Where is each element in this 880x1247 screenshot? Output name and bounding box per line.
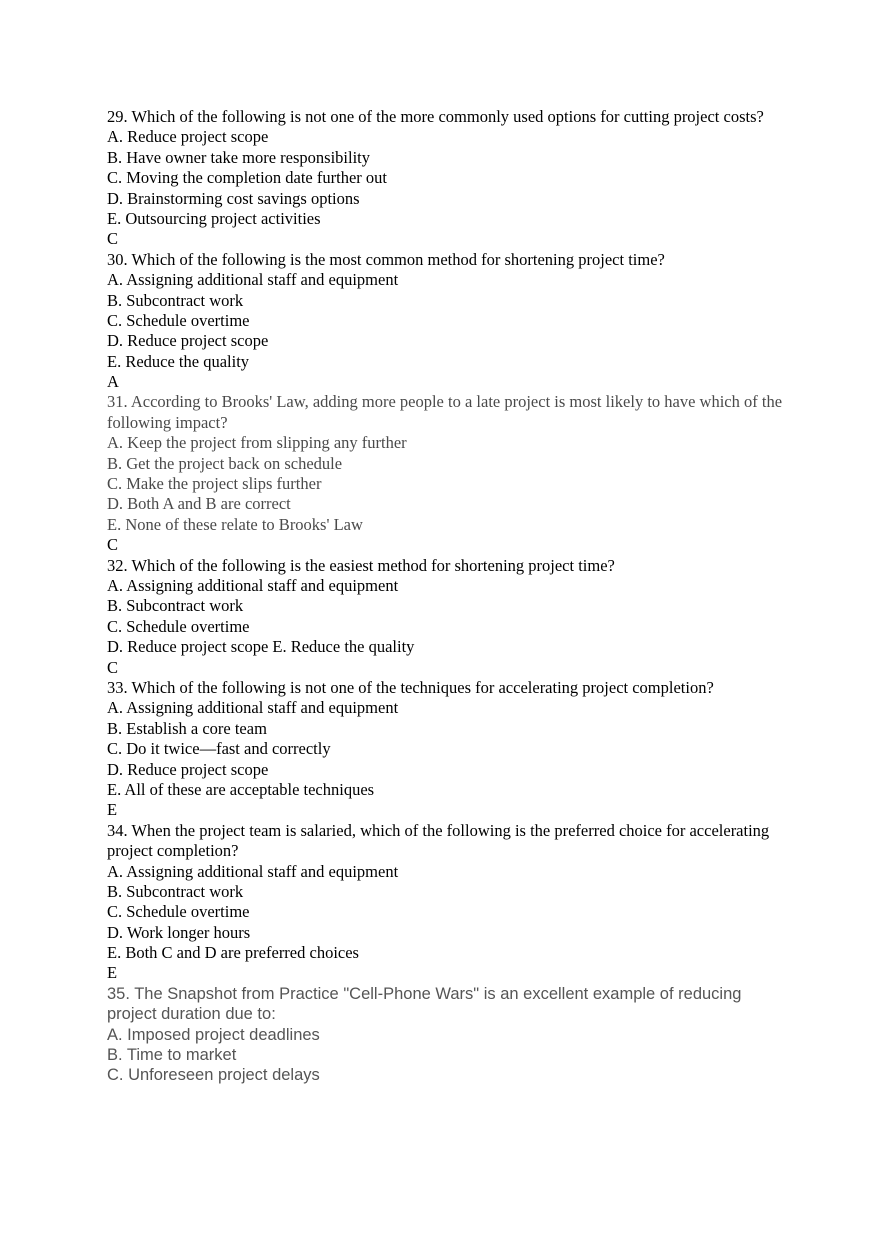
answer-option: C. Schedule overtime	[107, 310, 250, 330]
answer-option: A. Assigning additional staff and equipment	[107, 698, 399, 718]
answer-option: E. None of these relate to Brooks' Law	[107, 514, 363, 534]
answer-option: E. All of these are acceptable techniques	[107, 779, 375, 799]
answer-option: C. Do it twice—fast and correctly	[107, 739, 331, 759]
answer-option: B. Subcontract work	[107, 596, 244, 616]
correct-answer: C	[107, 657, 119, 677]
answer-option: C. Schedule overtime	[107, 902, 250, 922]
question-block-32	[107, 556, 787, 678]
answer-option: A. Assigning additional staff and equipment	[107, 576, 399, 596]
answer-option: D. Reduce project scope	[107, 759, 269, 779]
answer-option: D. Reduce project scope	[107, 331, 269, 351]
question-block-30	[107, 250, 787, 393]
answer-option: A. Keep the project from slipping any further	[107, 433, 407, 453]
document-page	[107, 107, 787, 1086]
question-block-29	[107, 107, 787, 250]
question-block-35	[107, 984, 787, 1086]
correct-answer: C	[107, 229, 119, 249]
answer-option: B. Subcontract work	[107, 290, 244, 310]
question-text: 35. The Snapshot from Practice "Cell-Phone Wars" is an excellent example of reducing project duration due to:	[107, 984, 742, 1024]
question-text: 30. Which of the following is the most common method for shortening project time?	[107, 249, 665, 269]
answer-option: C. Make the project slips further	[107, 474, 322, 494]
question-text: 29. Which of the following is not one of the more commonly used options for cutting project costs?	[107, 107, 764, 126]
correct-answer: E	[107, 800, 118, 820]
answer-option: D. Both A and B are correct	[107, 494, 291, 514]
answer-option: C. Schedule overtime	[107, 616, 250, 636]
answer-option: A. Imposed project deadlines	[107, 1025, 320, 1044]
question-text: 33. Which of the following is not one of the techniques for accelerating project completion?	[107, 677, 714, 697]
answer-option: C. Moving the completion date further out	[107, 168, 387, 188]
answer-option: E. Reduce the quality	[107, 351, 250, 371]
answer-option: B. Subcontract work	[107, 881, 244, 901]
answer-option: D. Reduce project scope E. Reduce the quality	[107, 637, 415, 657]
correct-answer: C	[107, 535, 119, 555]
answer-option: B. Have owner take more responsibility	[107, 147, 371, 167]
question-text: 32. Which of the following is the easiest method for shortening project time?	[107, 555, 615, 575]
question-block-33	[107, 678, 787, 821]
question-text: 34. When the project team is salaried, which of the following is the preferred choice for accelerating project completion?	[107, 820, 770, 861]
question-text: 31. According to Brooks' Law, adding more people to a late project is most likely to have which of the following impact?	[107, 392, 783, 432]
answer-option: A. Assigning additional staff and equipment	[107, 270, 399, 290]
answer-option: C. Unforeseen project delays	[107, 1066, 320, 1085]
answer-option: D. Brainstorming cost savings options	[107, 188, 360, 208]
answer-option: E. Both C and D are preferred choices	[107, 943, 359, 963]
answer-option: B. Get the project back on schedule	[107, 453, 343, 473]
answer-option: B. Time to market	[107, 1046, 237, 1065]
question-block-31	[107, 392, 787, 555]
answer-option: A. Assigning additional staff and equipment	[107, 861, 399, 881]
question-block-34	[107, 821, 787, 984]
correct-answer: A	[107, 372, 119, 392]
correct-answer: E	[107, 963, 118, 983]
answer-option: A. Reduce project scope	[107, 127, 269, 147]
answer-option: B. Establish a core team	[107, 718, 267, 738]
answer-option: D. Work longer hours	[107, 922, 251, 942]
answer-option: E. Outsourcing project activities	[107, 208, 321, 228]
